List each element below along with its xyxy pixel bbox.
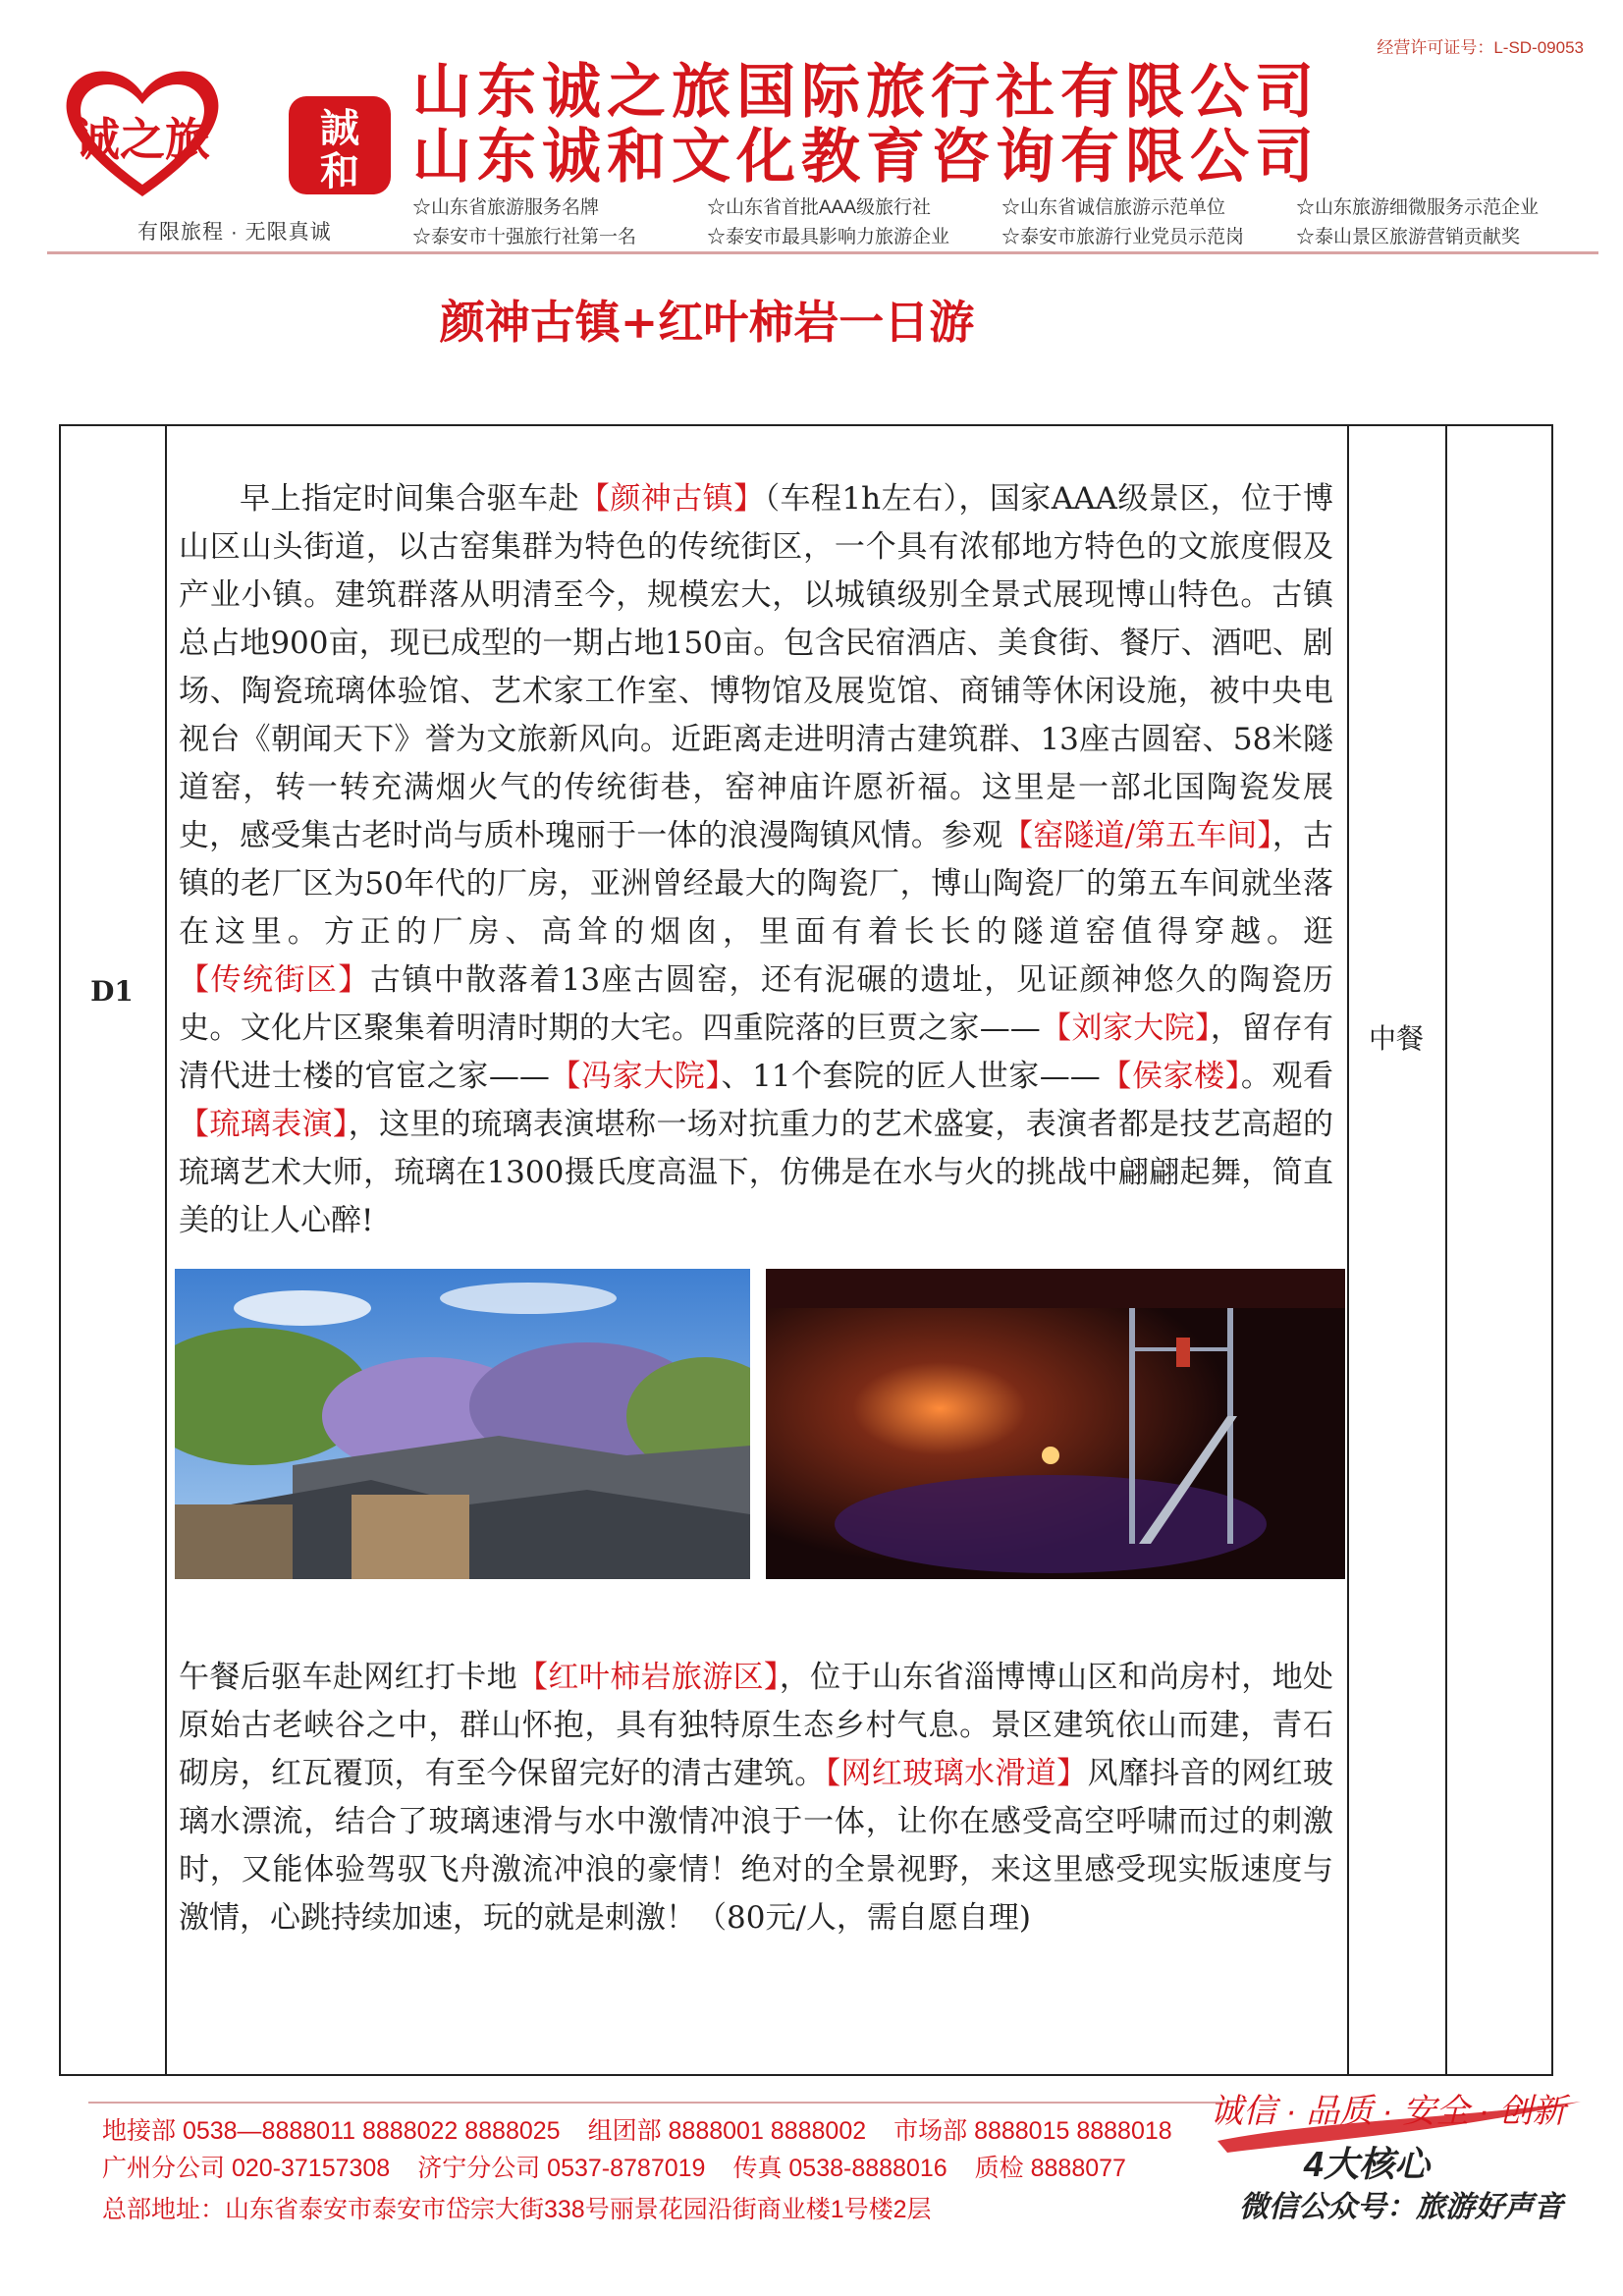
footer-divider xyxy=(88,2102,1227,2104)
footer-contacts-1 xyxy=(102,2111,1172,2147)
morning-description xyxy=(179,475,1333,1245)
description-text: （车程1h左右），国家AAA级景区，位于博山区山头街道，以古窑集群为特色的传统街区，一个具有浓郁地方特色的文旅度假及产业小镇。建筑群落从明清至今，规模宏大，以城镇级别全景式展现博山特色。古镇总占地900亩，现已成型的一期占地150亩。包含民宿酒店、美食街、餐厅、酒吧、剧场、陶瓷琉璃体验馆、艺术家工作室、博物馆及展览馆、商铺等休闲设施，被中央电视台《朝闻天下》誉为文旅新风向。近距离走进明清古建筑群、13座古圆窑、58米隧道窑，转一转充满烟火气的传统街巷，窑神庙许愿祈福。这里是一部北国陶瓷发展史，感受集古老时尚与质朴瑰丽于一体的浪漫陶镇风情。参观 xyxy=(179,481,1333,853)
column-divider xyxy=(165,424,167,2076)
highlight-attraction: 【刘家大院】 xyxy=(1040,1011,1211,1046)
column-divider xyxy=(1445,424,1447,2076)
wechat-account: 微信公众号：旅游好声音 xyxy=(1239,2191,1563,2223)
core-values: 诚信 · 品质 · 安全 · 创新 xyxy=(1210,2093,1566,2130)
contact-guangzhou: 广州分公司 020-37157308 xyxy=(102,2155,391,2182)
contact-group-dept: 组团部 8888001 8888002 xyxy=(587,2117,867,2145)
contact-quality: 质检 8888077 xyxy=(974,2155,1126,2182)
chenghe-logo xyxy=(287,94,393,196)
company-logo xyxy=(59,59,226,206)
contact-market-dept: 市场部 8888015 8888018 xyxy=(893,2117,1172,2145)
chenghe-text-bottom: 和 xyxy=(320,148,359,194)
highlight-attraction: 【传统街区】 xyxy=(179,962,370,998)
description-text: ，这里的琉璃表演堪称一场对抗重力的艺术盛宴，表演者都是技艺高超的琉璃艺术大师，琉璃在1300摄氏度高温下，仿佛是在水与火的挑战中翩翩起舞，简直美的让人心醉! xyxy=(179,1107,1334,1238)
glass-performance-photo xyxy=(766,1269,1345,1579)
description-text: 风靡抖音的网红玻璃水漂流，结合了玻璃速滑与水中激情冲浪于一体，让你在感受高空呼啸而过的刺激时，又能体验驾驭飞舟激流冲浪的豪情！绝对的全景视野，来这里感受现实版速度与激情，心跳持续加速，玩的就是刺激！（80元/人，需自愿自理) xyxy=(179,1756,1334,1936)
honor-item: ☆山东省诚信旅游示范单位 xyxy=(1001,197,1226,218)
honors-row-1 xyxy=(412,192,1591,219)
contact-fax: 传真 0538-8888016 xyxy=(732,2155,947,2182)
honor-item: ☆山东省首批AAA级旅行社 xyxy=(707,197,932,218)
description-text: 。观看 xyxy=(1240,1059,1334,1094)
honor-item: ☆泰安市最具影响力旅游企业 xyxy=(707,227,950,247)
highlight-attraction: 【侯家楼】 xyxy=(1100,1059,1241,1094)
header-divider xyxy=(47,251,1598,254)
honor-item: ☆泰山景区旅游营销贡献奖 xyxy=(1296,227,1521,247)
page-title: 颜神古镇+红叶柿岩一日游 xyxy=(439,296,975,349)
description-text: ，位于山东省淄博博山区和尚房村，地处原始古老峡谷之中，群山怀抱，具有独特原生态乡村气息。景区建筑依山而建，青石砌房，红瓦覆顶，有至今保留完好的清古建筑。 xyxy=(179,1660,1334,1791)
afternoon-description xyxy=(179,1654,1333,1942)
highlight-attraction: 【颜神古镇】 xyxy=(578,481,765,517)
footer-contacts-2 xyxy=(102,2149,1126,2184)
honor-item: ☆泰安市十强旅行社第一名 xyxy=(412,227,637,247)
description-text: 早上指定时间集合驱车赴 xyxy=(240,481,579,517)
highlight-attraction: 【窑隧道/第五车间】 xyxy=(1002,818,1272,853)
highlight-attraction: 【网红玻璃水滑道】 xyxy=(825,1756,1088,1791)
highlight-attraction: 【红叶柿岩旅游区】 xyxy=(517,1660,780,1695)
contact-local-dept: 地接部 0538—8888011 8888022 8888025 xyxy=(102,2117,561,2145)
description-text: 午餐后驱车赴网红打卡地 xyxy=(179,1660,518,1695)
logo-text: 诚之旅 xyxy=(75,113,210,166)
footer-address: 总部地址：山东省泰安市泰安市岱宗大街338号丽景花园沿街商业楼1号楼2层 xyxy=(102,2196,932,2223)
description-text: ，古镇的老厂区为50年代的厂房，亚洲曾经最大的陶瓷厂，博山陶瓷厂的第五车间就坐落在这里。方正的厂房、高耸的烟囱，里面有着长长的隧道窑值得穿越。逛 xyxy=(179,818,1334,950)
logo-slogan: 有限旅程 · 无限真诚 xyxy=(137,221,332,244)
honor-item: ☆山东旅游细微服务示范企业 xyxy=(1296,197,1540,218)
description-text: 古镇中散落着13座古圆窑，还有泥碾的遗址，见证颜神悠久的陶瓷历史。文化片区聚集着明清时期的大宅。四重院落的巨贾之家—— xyxy=(179,962,1333,1046)
village-rooftops-photo xyxy=(175,1269,750,1579)
core-label: 4大核心 xyxy=(1304,2144,1431,2184)
description-text: 、11个套院的匠人世家—— xyxy=(721,1059,1101,1094)
license-number: 经营许可证号：L-SD-09053 xyxy=(1377,38,1584,57)
description-text: ，留存有清代进士楼的官宦之家—— xyxy=(179,1011,1333,1094)
highlight-attraction: 【琉璃表演】 xyxy=(179,1107,349,1142)
column-divider xyxy=(1347,424,1349,2076)
honor-item: ☆山东省旅游服务名牌 xyxy=(412,197,600,218)
day-label: D1 xyxy=(90,975,134,1008)
contact-jining: 济宁分公司 0537-8787019 xyxy=(417,2155,706,2182)
meal-label: 中餐 xyxy=(1368,1022,1424,1055)
highlight-attraction: 【冯家大院】 xyxy=(549,1059,722,1094)
honors-row-2 xyxy=(412,222,1591,248)
chenghe-text-top: 誠 xyxy=(320,105,359,151)
company-name-2: 山东诚和文化教育咨询有限公司 xyxy=(412,124,1320,190)
company-name-1: 山东诚之旅国际旅行社有限公司 xyxy=(412,59,1320,125)
honor-item: ☆泰安市旅游行业党员示范岗 xyxy=(1001,227,1245,247)
